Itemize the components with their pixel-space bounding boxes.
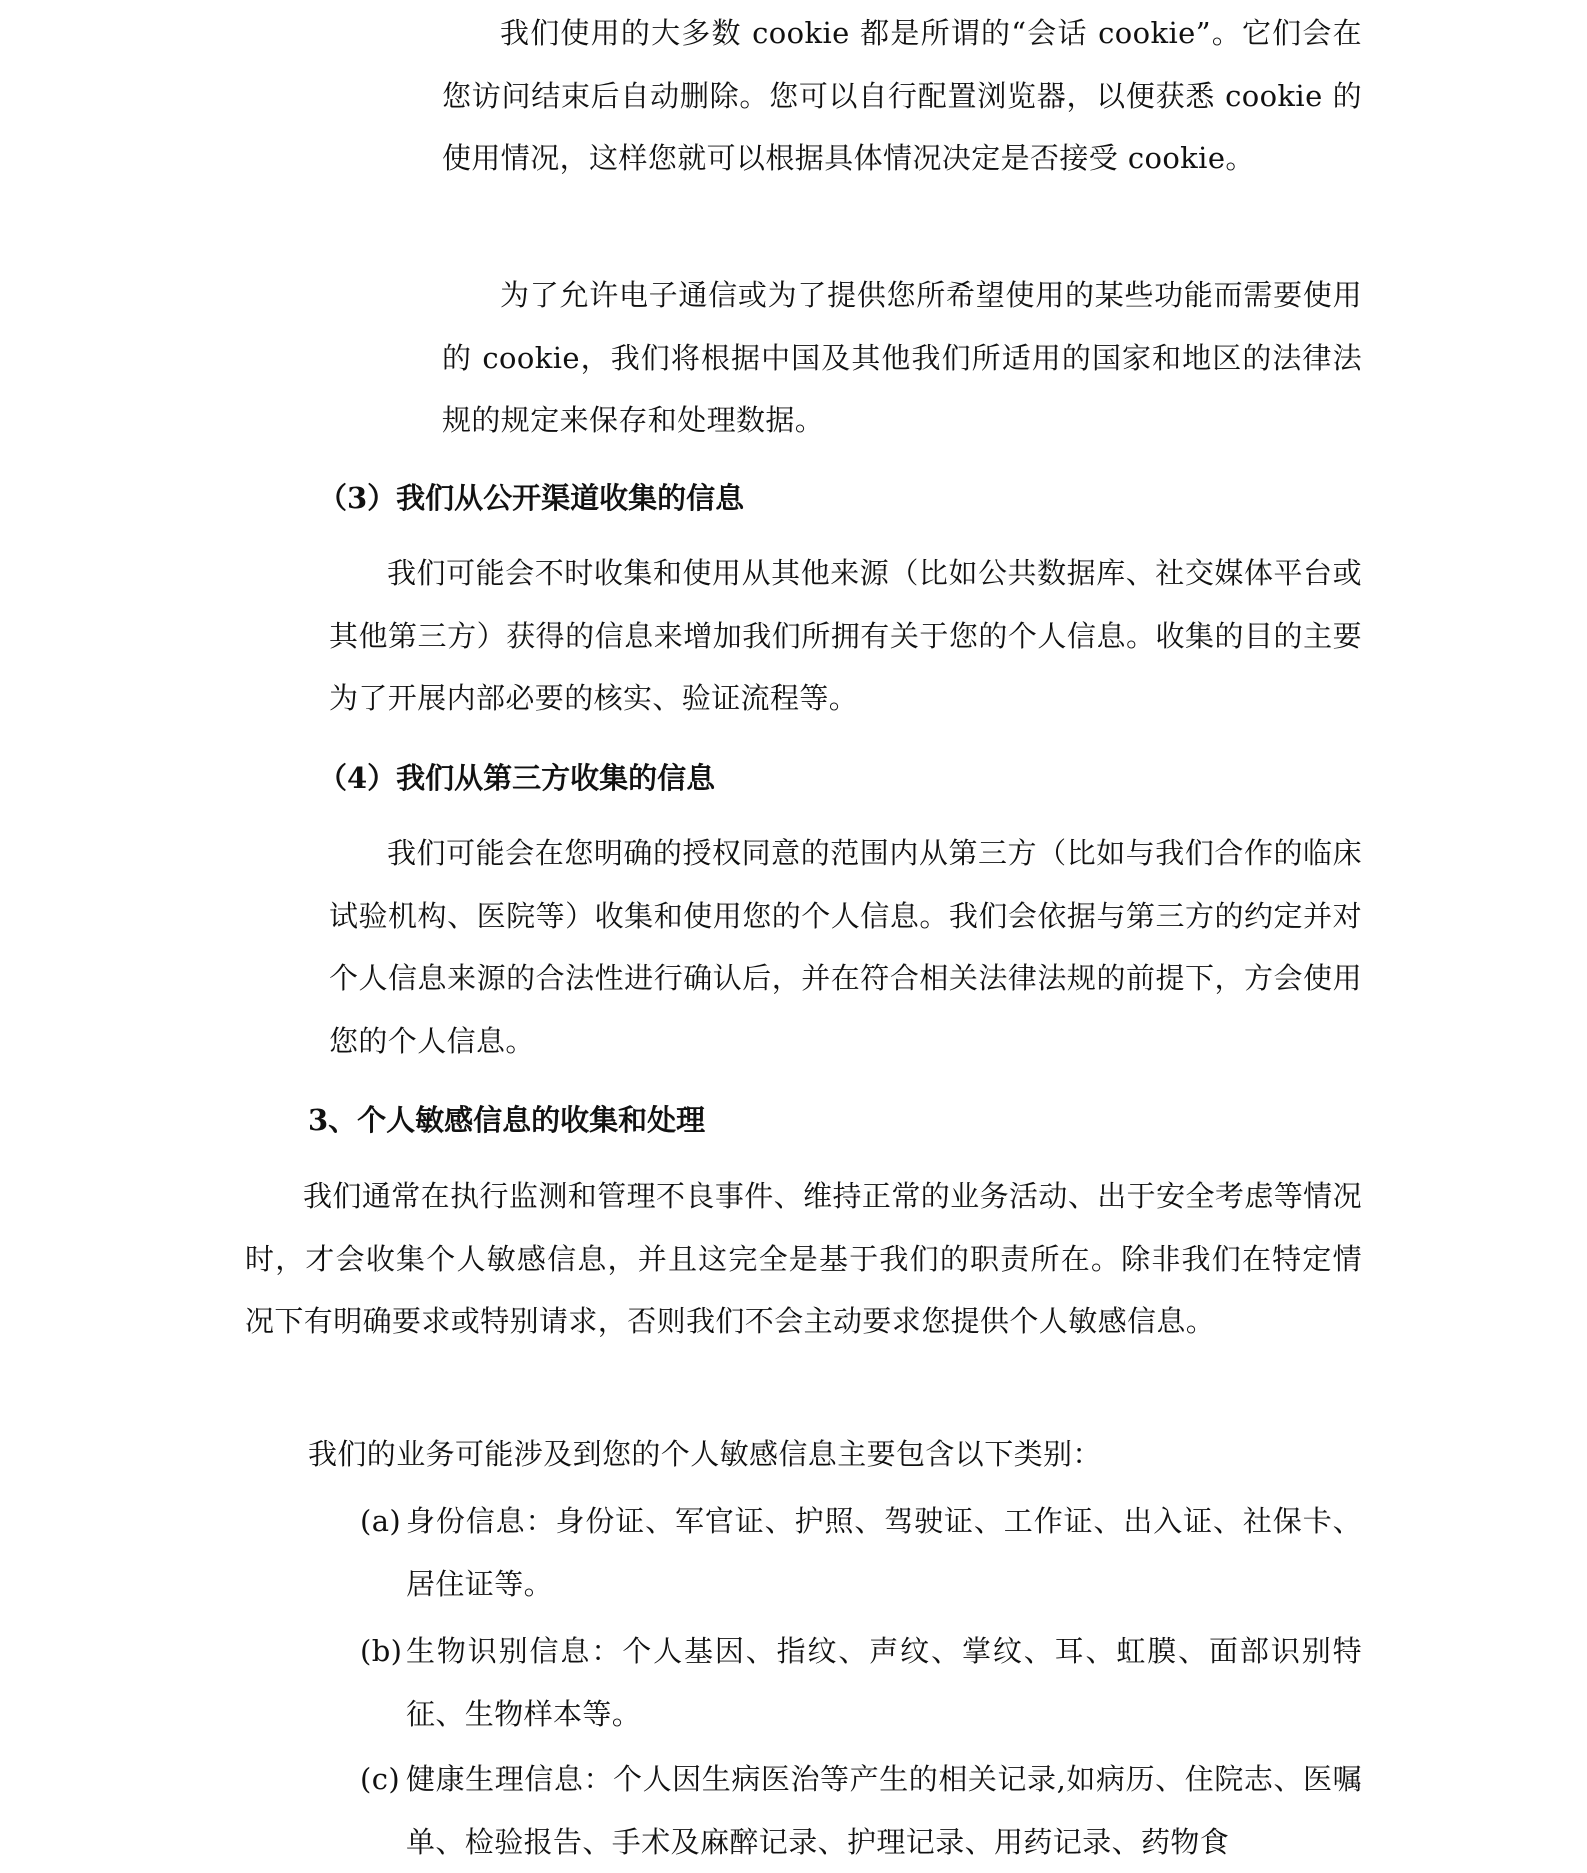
list-item-text: 身份信息：身份证、军官证、护照、驾驶证、工作证、出入证、社保卡、居住证等。 (406, 1504, 1362, 1601)
list-item-identity (360, 1490, 1362, 1615)
categories-intro: 我们的业务可能涉及到您的个人敏感信息主要包含以下类别： (308, 1437, 1102, 1471)
list-item-text: 生物识别信息：个人基因、指纹、声纹、掌纹、耳、虹膜、面部识别特征、生物样本等。 (406, 1634, 1362, 1731)
list-item-text: 健康生理信息：个人因生病医治等产生的相关记录,如病历、住院志、医嘱单、检验报告、手术及麻醉记录、护理记录、用药记录、药物食 (406, 1762, 1362, 1859)
heading-third-party-sources: （4）我们从第三方收集的信息 (318, 761, 716, 795)
list-item-health (360, 1748, 1362, 1873)
cookie-paragraph-2: 为了允许电子通信或为了提供您所希望使用的某些功能而需要使用的 cookie，我们将根据中国及其他我们所适用的国家和地区的法律法规的规定来保存和处理数据。 (442, 278, 1362, 437)
list-item-biometric (360, 1620, 1362, 1745)
third-party-paragraph: 我们可能会在您明确的授权同意的范围内从第三方（比如与我们合作的临床试验机构、医院等）收集和使用您的个人信息。我们会依据与第三方的约定并对个人信息来源的合法性进行确认后，并在符合相关法律法规的前提下，方会使用您的个人信息。 (329, 836, 1362, 1058)
list-marker: (c) (360, 1762, 401, 1796)
heading-public-sources: （3）我们从公开渠道收集的信息 (318, 481, 745, 515)
section-3-heading: 3、个人敏感信息的收集和处理 (308, 1103, 706, 1137)
sensitive-info-paragraph: 我们通常在执行监测和管理不良事件、维持正常的业务活动、出于安全考虑等情况时，才会收集个人敏感信息，并且这完全是基于我们的职责所在。除非我们在特定情况下有明确要求或特别请求，否则我们不会主动要求您提供个人敏感信息。 (245, 1179, 1362, 1338)
cookie-paragraph-1: 我们使用的大多数 cookie 都是所谓的“会话 cookie”。它们会在您访问结束后自动删除。您可以自行配置浏览器，以便获悉 cookie 的使用情况，这样您就可以根据具体情况决定是否接受 cookie。 (442, 16, 1362, 175)
list-marker: (b) (360, 1634, 403, 1668)
list-marker: (a) (360, 1504, 402, 1538)
public-sources-paragraph: 我们可能会不时收集和使用从其他来源（比如公共数据库、社交媒体平台或其他第三方）获得的信息来增加我们所拥有关于您的个人信息。收集的目的主要为了开展内部必要的核实、验证流程等。 (329, 556, 1362, 715)
